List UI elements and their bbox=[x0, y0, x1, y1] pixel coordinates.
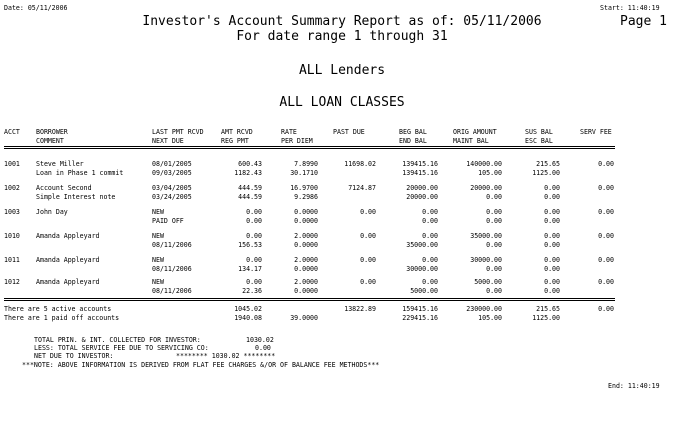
cell-beg-bal: 20000.00 bbox=[406, 193, 438, 201]
cell-borrower: Amanda Appleyard bbox=[36, 256, 100, 264]
cell-amt-rcvd: 0.00 bbox=[246, 256, 262, 264]
cell-last-pmt: 03/24/2005 bbox=[152, 193, 192, 201]
totals-sus-bal: 215.65 bbox=[536, 305, 560, 313]
cell-orig-amount: 0.00 bbox=[486, 208, 502, 216]
total-collected-label: TOTAL PRIN. & INT. COLLECTED FOR INVESTOR: bbox=[34, 336, 201, 344]
cell-past-due: 7124.87 bbox=[348, 184, 376, 192]
cell-beg-bal: 0.00 bbox=[422, 208, 438, 216]
cell-beg-bal: 139415.16 bbox=[402, 169, 438, 177]
totals-amt-rcvd: 1940.08 bbox=[234, 314, 262, 322]
cell-sus-bal: 215.65 bbox=[536, 160, 560, 168]
date-range: For date range 1 through 31 bbox=[236, 29, 448, 44]
cell-orig-amount: 0.00 bbox=[486, 287, 502, 295]
cell-amt-rcvd: 0.00 bbox=[246, 217, 262, 225]
cell-last-pmt: 08/11/2006 bbox=[152, 265, 192, 273]
cell-rate: 2.0000 bbox=[294, 256, 318, 264]
cell-rate: 0.0000 bbox=[294, 265, 318, 273]
cell-acct: 1010 bbox=[4, 232, 20, 240]
cell-orig-amount: 30000.00 bbox=[470, 256, 502, 264]
cell-orig-amount: 20000.00 bbox=[470, 184, 502, 192]
total-collected-value: 1030.02 bbox=[246, 336, 274, 344]
totals-rule bbox=[4, 298, 615, 301]
cell-rate: 0.0000 bbox=[294, 217, 318, 225]
cell-rate: 2.0000 bbox=[294, 232, 318, 240]
report-title: Investor's Account Summary Report as of: 05/11/2006 bbox=[142, 14, 542, 29]
col-borrower: BORROWER bbox=[36, 128, 68, 136]
cell-rate: 0.0000 bbox=[294, 241, 318, 249]
col-maint-bal: MAINT BAL bbox=[453, 137, 489, 145]
cell-amt-rcvd: 156.53 bbox=[238, 241, 262, 249]
cell-last-pmt: NEW bbox=[152, 256, 164, 264]
totals-orig-amount: 230000.00 bbox=[466, 305, 502, 313]
col-serv-fee: SERV FEE bbox=[580, 128, 612, 136]
cell-beg-bal: 20000.00 bbox=[406, 184, 438, 192]
cell-serv-fee: 0.00 bbox=[598, 232, 614, 240]
cell-last-pmt: 08/11/2006 bbox=[152, 241, 192, 249]
cell-past-due: 0.00 bbox=[360, 208, 376, 216]
cell-sus-bal: 0.00 bbox=[544, 193, 560, 201]
net-due-value: ******** 1030.02 ******** bbox=[176, 352, 276, 360]
cell-last-pmt: NEW bbox=[152, 232, 164, 240]
cell-orig-amount: 0.00 bbox=[486, 217, 502, 225]
totals-bal: 229415.16 bbox=[402, 314, 438, 322]
totals-label: There are 5 active accounts bbox=[4, 305, 112, 313]
cell-orig-amount: 0.00 bbox=[486, 241, 502, 249]
cell-rate: 7.8990 bbox=[294, 160, 318, 168]
totals-past-due: 13822.89 bbox=[344, 305, 376, 313]
cell-last-pmt: 09/03/2005 bbox=[152, 169, 192, 177]
cell-borrower: Amanda Appleyard bbox=[36, 278, 100, 286]
cell-rate: 16.9700 bbox=[290, 184, 318, 192]
cell-sus-bal: 0.00 bbox=[544, 217, 560, 225]
cell-amt-rcvd: 1182.43 bbox=[234, 169, 262, 177]
cell-acct: 1011 bbox=[4, 256, 20, 264]
cell-amt-rcvd: 600.43 bbox=[238, 160, 262, 168]
totals-sus-bal: 1125.00 bbox=[532, 314, 560, 322]
report-end-time: End: 11:40:19 bbox=[608, 382, 660, 390]
cell-amt-rcvd: 0.00 bbox=[246, 278, 262, 286]
cell-beg-bal: 30000.00 bbox=[406, 265, 438, 273]
cell-borrower: John Day bbox=[36, 208, 68, 216]
col-per-diem: PER DIEM bbox=[281, 137, 313, 145]
cell-past-due: 0.00 bbox=[360, 278, 376, 286]
cell-orig-amount: 5000.00 bbox=[474, 278, 502, 286]
cell-sus-bal: 0.00 bbox=[544, 265, 560, 273]
totals-bal: 159415.16 bbox=[402, 305, 438, 313]
report-note: ***NOTE: ABOVE INFORMATION IS DERIVED FROM FLAT FEE CHARGES &/OR OF BALANCE FEE METHODS*** bbox=[22, 361, 380, 369]
col-esc-bal: ESC BAL bbox=[525, 137, 553, 145]
cell-amt-rcvd: 444.59 bbox=[238, 193, 262, 201]
net-due-label: NET DUE TO INVESTOR: bbox=[34, 352, 114, 360]
cell-sus-bal: 0.00 bbox=[544, 208, 560, 216]
cell-sus-bal: 0.00 bbox=[544, 241, 560, 249]
cell-serv-fee: 0.00 bbox=[598, 256, 614, 264]
col-reg-pmt: REG PMT bbox=[221, 137, 249, 145]
cell-sus-bal: 0.00 bbox=[544, 232, 560, 240]
cell-last-pmt: 03/04/2005 bbox=[152, 184, 192, 192]
report-start-time: Start: 11:40:19 bbox=[600, 4, 660, 12]
totals-label: There are 1 paid off accounts bbox=[4, 314, 120, 322]
cell-amt-rcvd: 444.59 bbox=[238, 184, 262, 192]
header-rule bbox=[4, 146, 615, 149]
cell-serv-fee: 0.00 bbox=[598, 278, 614, 286]
service-fee-value: 0.00 bbox=[255, 344, 271, 352]
cell-last-pmt: 08/11/2006 bbox=[152, 287, 192, 295]
totals-amt-rcvd: 1045.02 bbox=[234, 305, 262, 313]
cell-borrower: Account Second bbox=[36, 184, 92, 192]
cell-acct: 1012 bbox=[4, 278, 20, 286]
cell-orig-amount: 140000.00 bbox=[466, 160, 502, 168]
col-acct: ACCT bbox=[4, 128, 20, 136]
cell-serv-fee: 0.00 bbox=[598, 184, 614, 192]
cell-orig-amount: 105.00 bbox=[478, 169, 502, 177]
cell-borrower: Simple Interest note bbox=[36, 193, 116, 201]
cell-sus-bal: 0.00 bbox=[544, 184, 560, 192]
totals-serv-fee: 0.00 bbox=[598, 305, 614, 313]
report-date: Date: 05/11/2006 bbox=[4, 4, 68, 12]
cell-orig-amount: 0.00 bbox=[486, 265, 502, 273]
cell-rate: 9.2986 bbox=[294, 193, 318, 201]
cell-past-due: 11698.02 bbox=[344, 160, 376, 168]
cell-last-pmt: NEW bbox=[152, 208, 164, 216]
totals-orig-amount: 105.00 bbox=[478, 314, 502, 322]
loan-classes-heading: ALL LOAN CLASSES bbox=[279, 95, 405, 110]
cell-borrower: Steve Miller bbox=[36, 160, 84, 168]
col-orig-amount: ORIG AMOUNT bbox=[453, 128, 497, 136]
cell-orig-amount: 0.00 bbox=[486, 193, 502, 201]
cell-sus-bal: 0.00 bbox=[544, 287, 560, 295]
cell-beg-bal: 5000.00 bbox=[410, 287, 438, 295]
cell-sus-bal: 1125.00 bbox=[532, 169, 560, 177]
cell-amt-rcvd: 22.36 bbox=[242, 287, 262, 295]
cell-acct: 1001 bbox=[4, 160, 20, 168]
cell-beg-bal: 0.00 bbox=[422, 256, 438, 264]
cell-orig-amount: 35000.00 bbox=[470, 232, 502, 240]
cell-amt-rcvd: 0.00 bbox=[246, 232, 262, 240]
cell-serv-fee: 0.00 bbox=[598, 208, 614, 216]
col-past-due: PAST DUE bbox=[333, 128, 365, 136]
totals-rate: 39.0000 bbox=[290, 314, 318, 322]
cell-serv-fee: 0.00 bbox=[598, 160, 614, 168]
cell-acct: 1003 bbox=[4, 208, 20, 216]
cell-rate: 0.0000 bbox=[294, 208, 318, 216]
col-end-bal: END BAL bbox=[399, 137, 427, 145]
service-fee-label: LESS: TOTAL SERVICE FEE DUE TO SERVICING CO: bbox=[34, 344, 209, 352]
cell-beg-bal: 0.00 bbox=[422, 232, 438, 240]
col-rate: RATE bbox=[281, 128, 297, 136]
col-comment: COMMENT bbox=[36, 137, 64, 145]
cell-borrower: Loan in Phase 1 commit bbox=[36, 169, 124, 177]
col-next-due: NEXT DUE bbox=[152, 137, 184, 145]
col-beg-bal: BEG BAL bbox=[399, 128, 427, 136]
cell-beg-bal: 35000.00 bbox=[406, 241, 438, 249]
cell-amt-rcvd: 0.00 bbox=[246, 208, 262, 216]
col-last-pmt: LAST PMT RCVD bbox=[152, 128, 204, 136]
cell-borrower: Amanda Appleyard bbox=[36, 232, 100, 240]
col-amt-rcvd: AMT RCVD bbox=[221, 128, 253, 136]
cell-amt-rcvd: 134.17 bbox=[238, 265, 262, 273]
cell-rate: 2.0000 bbox=[294, 278, 318, 286]
cell-last-pmt: PAID OFF bbox=[152, 217, 184, 225]
cell-rate: 0.0000 bbox=[294, 287, 318, 295]
cell-beg-bal: 0.00 bbox=[422, 278, 438, 286]
cell-sus-bal: 0.00 bbox=[544, 256, 560, 264]
cell-beg-bal: 0.00 bbox=[422, 217, 438, 225]
cell-rate: 30.1710 bbox=[290, 169, 318, 177]
cell-last-pmt: NEW bbox=[152, 278, 164, 286]
cell-sus-bal: 0.00 bbox=[544, 278, 560, 286]
col-sus-bal: SUS BAL bbox=[525, 128, 553, 136]
cell-past-due: 0.00 bbox=[360, 256, 376, 264]
cell-past-due: 0.00 bbox=[360, 232, 376, 240]
page-number: Page 1 bbox=[620, 14, 667, 29]
cell-beg-bal: 139415.16 bbox=[402, 160, 438, 168]
cell-last-pmt: 08/01/2005 bbox=[152, 160, 192, 168]
cell-acct: 1002 bbox=[4, 184, 20, 192]
lenders-heading: ALL Lenders bbox=[298, 63, 386, 78]
